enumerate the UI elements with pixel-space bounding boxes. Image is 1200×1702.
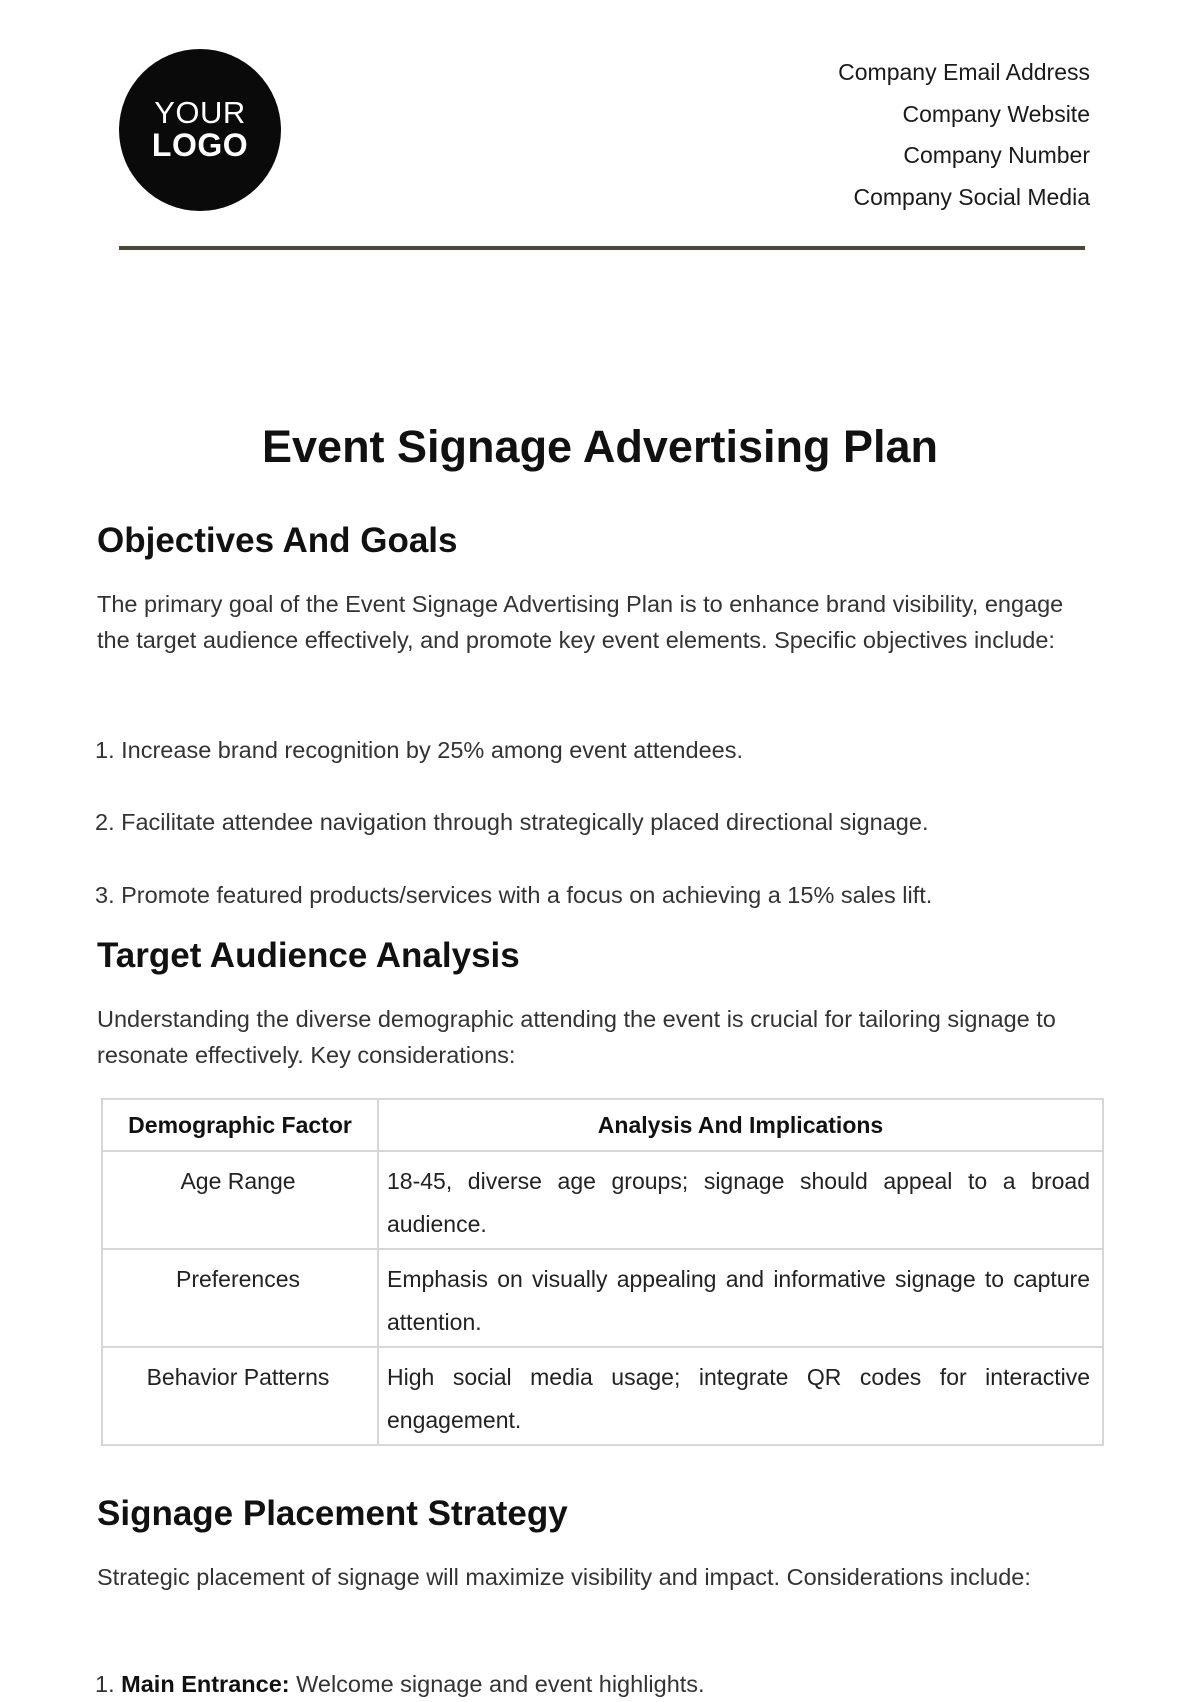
table-row (102, 1347, 1103, 1445)
company-logo (119, 49, 281, 211)
placement-item-number: 1. (95, 1671, 115, 1697)
company-email: Company Email Address (838, 59, 1090, 85)
table-row (102, 1151, 1103, 1249)
objective-item-2: 2. Facilitate attendee navigation through strategically placed directional signage. (95, 809, 929, 835)
company-number: Company Number (903, 142, 1090, 168)
row-factor: Preferences (102, 1249, 378, 1347)
table-header-row (102, 1099, 1103, 1151)
header-demographic-factor: Demographic Factor (102, 1099, 378, 1151)
objectives-heading: Objectives And Goals (97, 521, 458, 560)
header-analysis-implications: Analysis And Implications (378, 1099, 1103, 1151)
audience-intro: Understanding the diverse demographic attending the event is crucial for tailoring signage to resonate effectively. Key considerations: (97, 1006, 1056, 1068)
placement-item-1 (95, 1666, 1105, 1702)
row-factor: Age Range (102, 1151, 378, 1249)
objectives-intro: The primary goal of the Event Signage Advertising Plan is to enhance brand visibility, engage the target audience effectively, and promote key event elements. Specific objectives include: (97, 591, 1064, 653)
header-divider (119, 246, 1085, 250)
placement-item-label: Main Entrance: (121, 1671, 290, 1697)
document-title: Event Signage Advertising Plan (262, 421, 938, 472)
table-row (102, 1249, 1103, 1347)
objective-item-3: 3. Promote featured products/services with a focus on achieving a 15% sales lift. (95, 882, 933, 908)
placement-heading: Signage Placement Strategy (97, 1494, 568, 1533)
row-analysis: Emphasis on visually appealing and informative signage to capture attention. (378, 1249, 1103, 1347)
placement-intro: Strategic placement of signage will maximize visibility and impact. Considerations include: (97, 1564, 1031, 1590)
row-analysis: 18-45, diverse age groups; signage should appeal to a broad audience. (378, 1151, 1103, 1249)
row-analysis: High social media usage; integrate QR codes for interactive engagement. (378, 1347, 1103, 1445)
audience-heading: Target Audience Analysis (97, 936, 520, 975)
company-social-media: Company Social Media (853, 183, 1090, 210)
demographic-table (101, 1098, 1104, 1446)
logo-line-2: LOGO (151, 127, 249, 164)
company-contact-block (838, 52, 1090, 218)
placement-item-text: Welcome signage and event highlights. (296, 1671, 705, 1697)
company-website: Company Website (902, 100, 1090, 127)
logo-line-1: YOUR (154, 94, 246, 130)
row-factor: Behavior Patterns (102, 1347, 378, 1445)
objective-item-1: 1. Increase brand recognition by 25% among event attendees. (95, 737, 743, 763)
